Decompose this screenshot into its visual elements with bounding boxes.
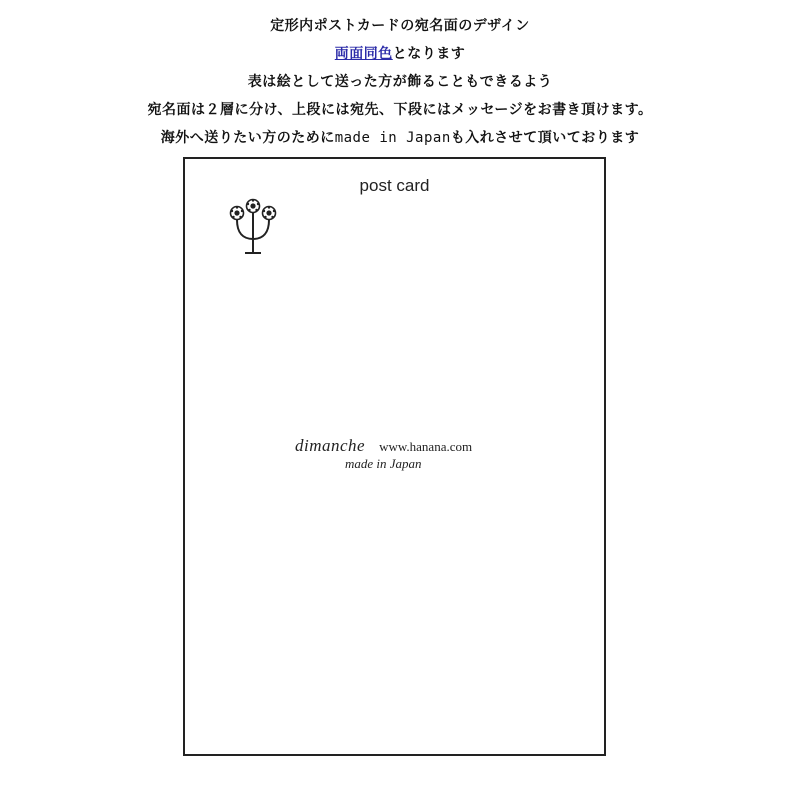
made-in-japan-inline: made in Japan bbox=[334, 130, 451, 146]
description-block bbox=[0, 12, 800, 152]
made-in-japan-label: made in Japan bbox=[345, 456, 422, 471]
description-line-4-text: 宛名面は２層に分け、上段には宛先、下段にはメッセージをお書き頂けます。 bbox=[147, 102, 653, 118]
website-link[interactable]: www.hanana.com bbox=[379, 439, 473, 454]
design-heading: 定形内ポストカードの宛名面のデザイン bbox=[270, 18, 530, 34]
description-line-4 bbox=[0, 96, 800, 124]
description-line-1 bbox=[0, 12, 800, 40]
description-line-3-text: 表は絵として送った方が飾ることもできるよう bbox=[247, 74, 553, 90]
brand-name: dimanche bbox=[295, 436, 366, 455]
description-line-3 bbox=[0, 68, 800, 96]
description-line-2-text: となります bbox=[392, 46, 466, 62]
flower-candelabra-icon bbox=[225, 197, 281, 257]
description-line-5-post: も入れさせて頂いております bbox=[450, 130, 640, 146]
same-color-link[interactable]: 両面同色 bbox=[334, 46, 393, 62]
postcard-address-side bbox=[183, 157, 606, 756]
postcard-title: post card bbox=[359, 176, 430, 195]
description-line-5-pre: 海外へ送りたい方のために bbox=[160, 130, 335, 146]
description-line-2 bbox=[0, 40, 800, 68]
description-line-5 bbox=[0, 124, 800, 152]
brand-row bbox=[295, 436, 472, 456]
